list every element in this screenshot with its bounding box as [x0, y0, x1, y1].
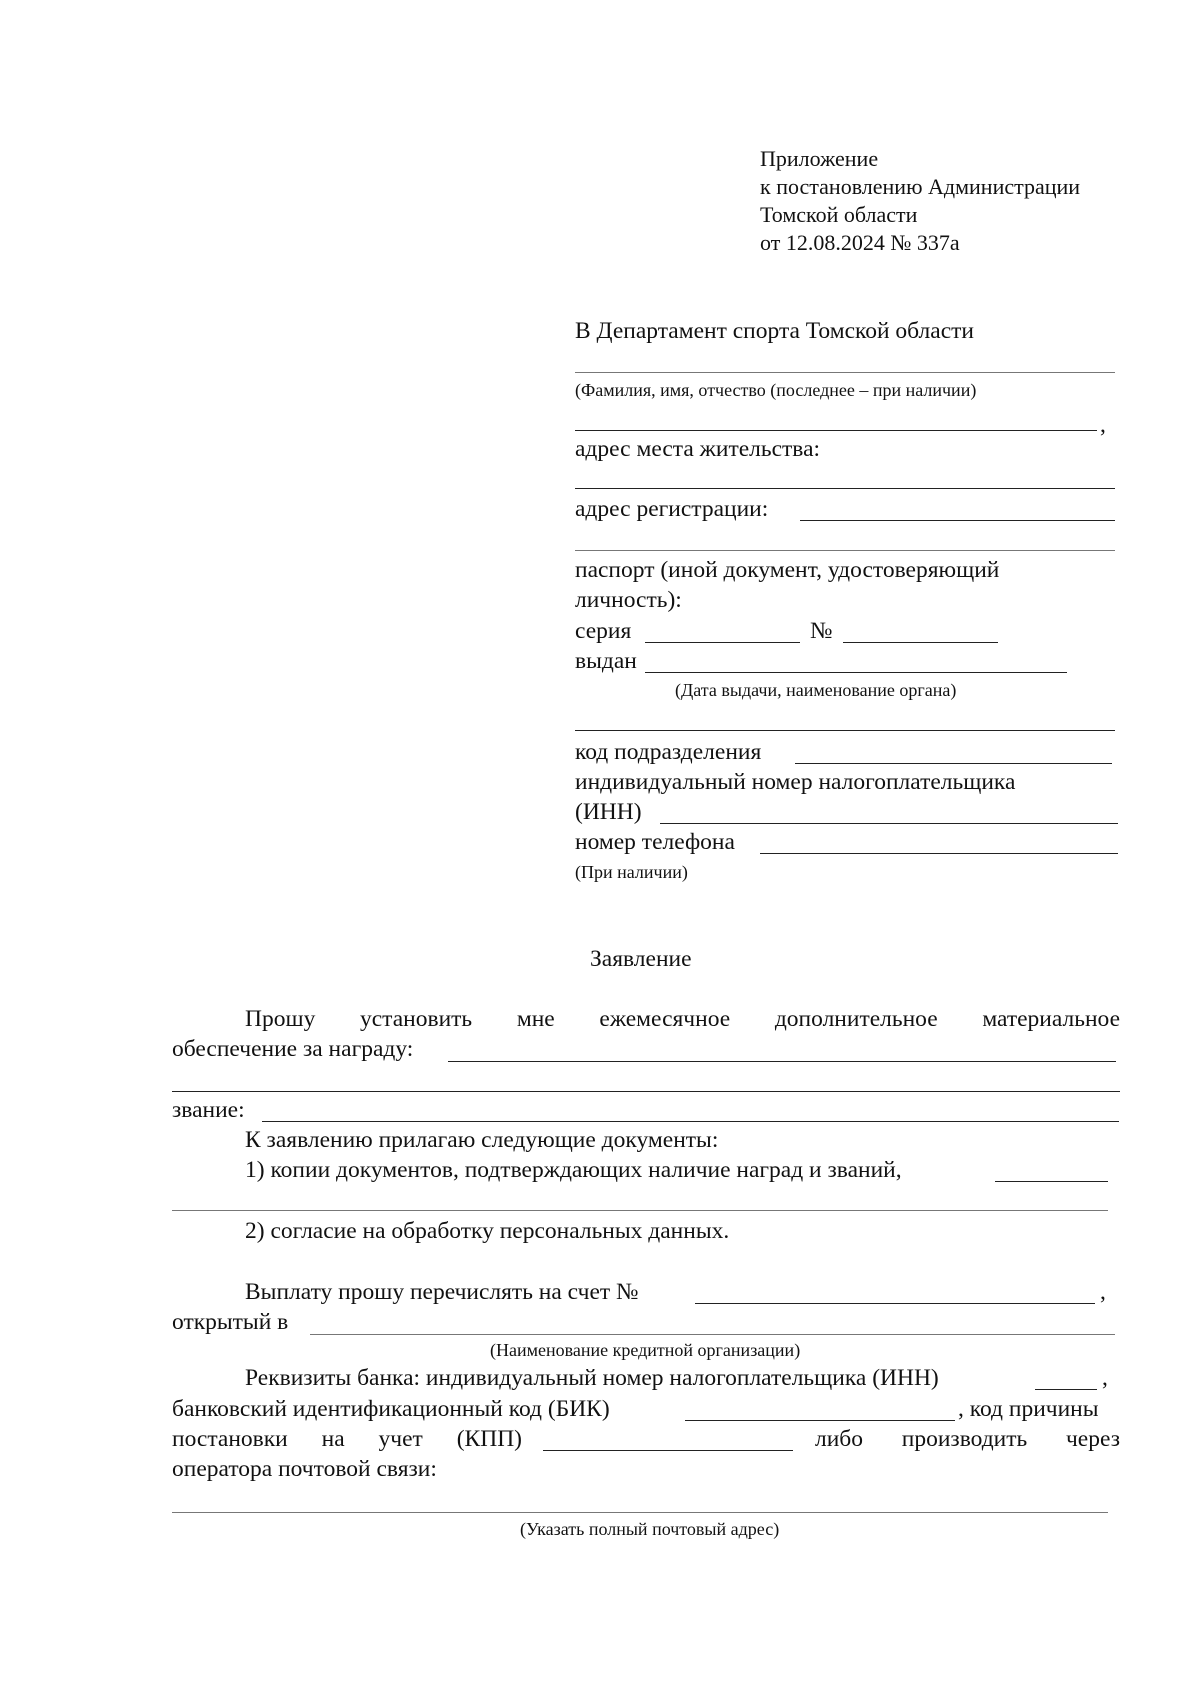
phone-caption: (При наличии) — [575, 862, 688, 882]
inn-line[interactable] — [660, 823, 1118, 824]
payment-comma: , — [1100, 1279, 1106, 1305]
bank-details-4: оператора почтовой связи: — [172, 1456, 437, 1482]
passport-label-2: личность): — [575, 587, 682, 613]
appendix-line-2: к постановлению Администрации — [760, 174, 1081, 199]
registration-label: адрес регистрации: — [575, 496, 769, 522]
rank-label: звание: — [172, 1097, 245, 1123]
residence-line[interactable] — [575, 488, 1115, 489]
request-word: материальное — [982, 1006, 1120, 1032]
kpp-line[interactable] — [543, 1450, 793, 1451]
series-line[interactable] — [645, 642, 800, 643]
phone-line[interactable] — [760, 853, 1118, 854]
bank-word: через — [1065, 1426, 1120, 1452]
attach-item-2: 2) согласие на обработку персональных данных. — [245, 1218, 730, 1244]
award-line-2[interactable] — [172, 1091, 1120, 1092]
request-line — [245, 1004, 1120, 1034]
bank-details-2b: , код причины — [958, 1396, 1099, 1422]
bank-details-1: Реквизиты банка: индивидуальный номер налогоплательщика (ИНН) — [245, 1365, 939, 1391]
recipient-to: В Департамент спорта Томской области — [575, 318, 974, 344]
registration-line-2[interactable] — [575, 550, 1115, 551]
issued-label: выдан — [575, 648, 637, 674]
fio-comma: , — [1100, 412, 1106, 438]
bank-name-line[interactable] — [310, 1334, 1115, 1335]
award-line[interactable] — [448, 1061, 1116, 1062]
fio-line[interactable] — [575, 372, 1115, 373]
residence-label: адрес места жительства: — [575, 436, 821, 462]
issued-line-2[interactable] — [575, 730, 1115, 731]
postal-address-line[interactable] — [172, 1512, 1108, 1513]
issued-caption: (Дата выдачи, наименование органа) — [675, 680, 957, 700]
request-word: мне — [516, 1006, 555, 1032]
attach-intro: К заявлению прилагаю следующие документы: — [245, 1127, 719, 1153]
registration-line[interactable] — [800, 520, 1115, 521]
bank-caption: (Наименование кредитной организации) — [490, 1340, 801, 1360]
bank-line-3-right — [815, 1424, 1120, 1454]
statement-title: Заявление — [590, 946, 692, 972]
bank-word: производить — [901, 1426, 1028, 1452]
division-code-line[interactable] — [795, 763, 1112, 764]
request-word: дополнительное — [774, 1006, 938, 1032]
bik-line[interactable] — [685, 1420, 955, 1421]
attach-item-1-line-2[interactable] — [172, 1210, 1108, 1211]
account-number-line[interactable] — [695, 1303, 1095, 1304]
series-label: серия — [575, 618, 632, 644]
appendix-line-4: от 12.08.2024 № 337а — [760, 230, 960, 255]
inn-label-2: (ИНН) — [575, 799, 642, 825]
division-code-label: код подразделения — [575, 739, 762, 765]
bank-word: (КПП) — [456, 1426, 522, 1452]
bank-line-3-left — [172, 1424, 522, 1454]
rank-line[interactable] — [262, 1121, 1119, 1122]
phone-label: номер телефона — [575, 829, 735, 855]
inn-label-1: индивидуальный номер налогоплательщика — [575, 769, 1016, 795]
passport-label-1: паспорт (иной документ, удостоверяющий — [575, 557, 1000, 583]
number-line[interactable] — [843, 642, 998, 643]
postal-caption: (Указать полный почтовый адрес) — [520, 1519, 780, 1539]
fio-caption: (Фамилия, имя, отчество (последнее – при наличии) — [575, 380, 977, 400]
appendix-line-3: Томской области — [760, 202, 918, 227]
appendix-line-1: Приложение — [760, 146, 879, 171]
attach-item-1: 1) копии документов, подтверждающих наличие наград и званий, — [245, 1157, 902, 1183]
bank-inn-line[interactable] — [1035, 1389, 1097, 1390]
request-word: установить — [360, 1006, 473, 1032]
issued-line[interactable] — [645, 672, 1067, 673]
request-word: ежемесячное — [599, 1006, 731, 1032]
fio-line-2[interactable] — [575, 430, 1097, 431]
bank-word: учет — [378, 1426, 423, 1452]
opened-label: открытый в — [172, 1309, 289, 1335]
payment-label: Выплату прошу перечислять на счет № — [245, 1279, 639, 1305]
bank-details-1-comma: , — [1102, 1365, 1108, 1391]
attach-item-1-line[interactable] — [995, 1181, 1108, 1182]
bank-word: либо — [815, 1426, 864, 1452]
bank-details-2a: банковский идентификационный код (БИК) — [172, 1396, 610, 1422]
number-label: № — [810, 618, 833, 644]
award-label: обеспечение за награду: — [172, 1036, 414, 1062]
bank-word: постановки — [172, 1426, 288, 1452]
bank-word: на — [321, 1426, 345, 1452]
request-word: Прошу — [245, 1006, 316, 1032]
